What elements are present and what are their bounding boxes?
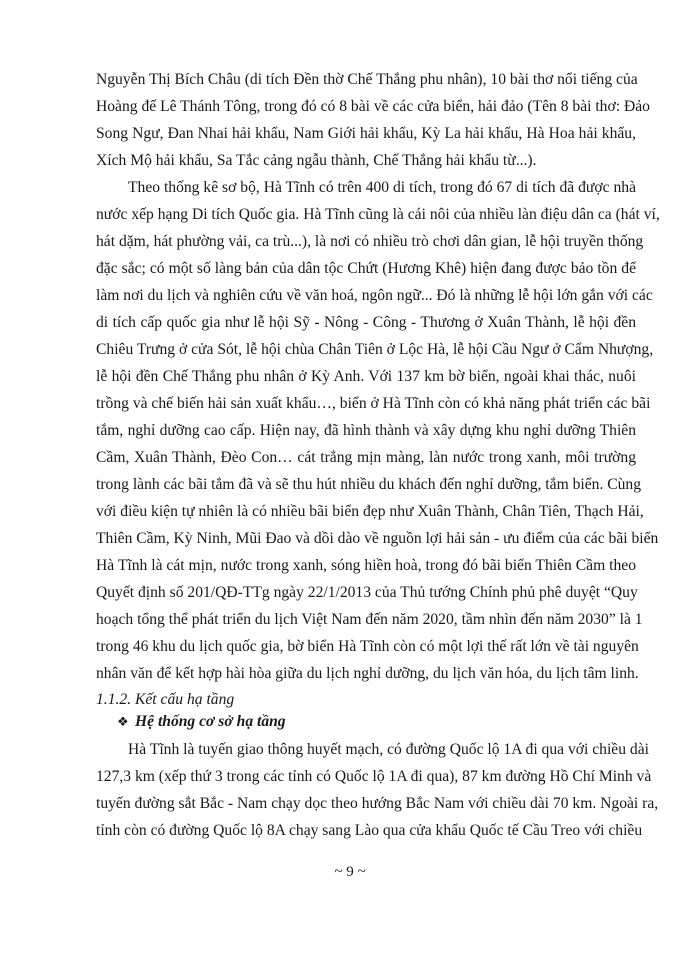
paragraph-line: tắm, nghỉ dưỡng cao cấp. Hiện nay, đã hình thành và xây dựng khu nghỉ dưỡng Thiên: [96, 422, 636, 439]
paragraph-line: nước xếp hạng Di tích Quốc gia. Hà Tĩnh cũng là cái nôi của nhiều làn điệu dân ca (hát ví,: [96, 206, 660, 223]
paragraph-line: Quyết định số 201/QĐ-TTg ngày 22/1/2013 của Thủ tướng Chính phủ phê duyệt “Quy: [96, 584, 638, 601]
paragraph-line: tuyến đường sắt Bắc - Nam chạy dọc theo hướng Bắc Nam với chiều dài 70 km. Ngoài ra,: [96, 795, 659, 812]
paragraph-line: đặc sắc; có một số làng bản của dân tộc Chứt (Hương Khê) hiện đang được bảo tồn để: [96, 260, 636, 277]
paragraph-line: Hà Tĩnh là tuyến giao thông huyết mạch, có đường Quốc lộ 1A đi qua với chiều dài: [128, 741, 649, 758]
paragraph-line: Theo thống kê sơ bộ, Hà Tĩnh có trên 400 di tích, trong đó 67 di tích đã được nhà: [128, 179, 636, 196]
diamond-bullet-icon: ❖: [117, 715, 129, 730]
paragraph-line: trong lành các bãi tắm đã và sẽ thu hút nhiều du khách đến nghỉ dưỡng, tắm biển. Cùng: [96, 476, 642, 493]
paragraph-line: Hà Tĩnh là cát mịn, nước trong xanh, sóng hiền hoà, trong đó bãi biển Thiên Cầm theo: [96, 557, 636, 574]
paragraph-line: di tích cấp quốc gia như lễ hội Sỹ - Nông - Công - Thương ở Xuân Thành, lễ hội đền: [96, 314, 636, 331]
paragraph-line: Hoàng đế Lê Thánh Tông, trong đó có 8 bài về các cửa biển, hải đảo (Tên 8 bài thơ: Đảo: [96, 98, 650, 115]
paragraph-line: lễ hội đền Chế Thắng phu nhân ở Kỳ Anh. Với 137 km bờ biển, ngoài khai thác, nuôi: [96, 368, 636, 385]
section-heading: 1.1.2. Kết cấu hạ tầng: [96, 691, 235, 708]
paragraph-line: Xích Mộ hải khẩu, Sa Tắc cảng ngẫu thành, Chế Thắng hải khẩu từ...).: [96, 152, 537, 169]
paragraph-line: tỉnh còn có đường Quốc lộ 8A chạy sang Lào qua cửa khẩu Quốc tế Cầu Treo với chiều: [96, 822, 643, 839]
paragraph-line: nhân văn để kết hợp hài hòa giữa du lịch nghỉ dưỡng, du lịch văn hóa, du lịch tâm linh.: [96, 665, 639, 682]
subsection-heading-text: Hệ thống cơ sở hạ tầng: [135, 713, 286, 730]
paragraph-line: làm nơi du lịch và nghiên cứu về văn hoá, ngôn ngữ... Đó là những lễ hội lớn gắn với các: [96, 287, 653, 304]
paragraph-line: hoạch tổng thể phát triển du lịch Việt Nam đến năm 2020, tầm nhìn đến năm 2030” là 1: [96, 611, 643, 628]
subsection-heading: [117, 712, 286, 733]
paragraph-line: 127,3 km (xếp thứ 3 trong các tỉnh có Quốc lộ 1A đi qua), 87 km đường Hồ Chí Minh và: [96, 768, 652, 785]
paragraph-line: trong 46 khu du lịch quốc gia, bờ biển Hà Tĩnh còn có một lợi thế rất lớn về tài nguyên: [96, 638, 639, 655]
paragraph-line: Chiêu Trưng ở cửa Sót, lễ hội chùa Chân Tiên ở Lộc Hà, lễ hội Cầu Ngư ở Cẩm Nhượng,: [96, 341, 654, 358]
paragraph-line: Nguyễn Thị Bích Châu (di tích Đền thờ Chế Thắng phu nhân), 10 bài thơ nổi tiếng của: [96, 71, 638, 88]
paragraph-line: với điều kiện tự nhiên là có nhiều bãi biển đẹp như Xuân Thành, Chân Tiên, Thạch Hải,: [96, 503, 644, 520]
page-number: ~ 9 ~: [334, 864, 366, 880]
paragraph-line: trồng và chế biến hải sản xuất khẩu…, biển ở Hà Tĩnh còn có khả năng phát triển các bãi: [96, 395, 651, 412]
paragraph-line: hát dặm, hát phường vải, ca trù...), là nơi có nhiều trò chơi dân gian, lễ hội truyền thống: [96, 233, 644, 250]
paragraph-line: Thiên Cầm, Kỳ Ninh, Mũi Đao và dồi dào về nguồn lợi hải sản - ưu điểm của các bãi biển: [96, 530, 659, 547]
paragraph-line: Song Ngư, Đan Nhai hải khẩu, Nam Giới hải khẩu, Kỳ La hải khẩu, Hà Hoa hải khẩu,: [96, 125, 636, 142]
paragraph-line: Cầm, Xuân Thành, Đèo Con… cát trắng mịn màng, làn nước trong xanh, môi trường: [96, 449, 636, 466]
